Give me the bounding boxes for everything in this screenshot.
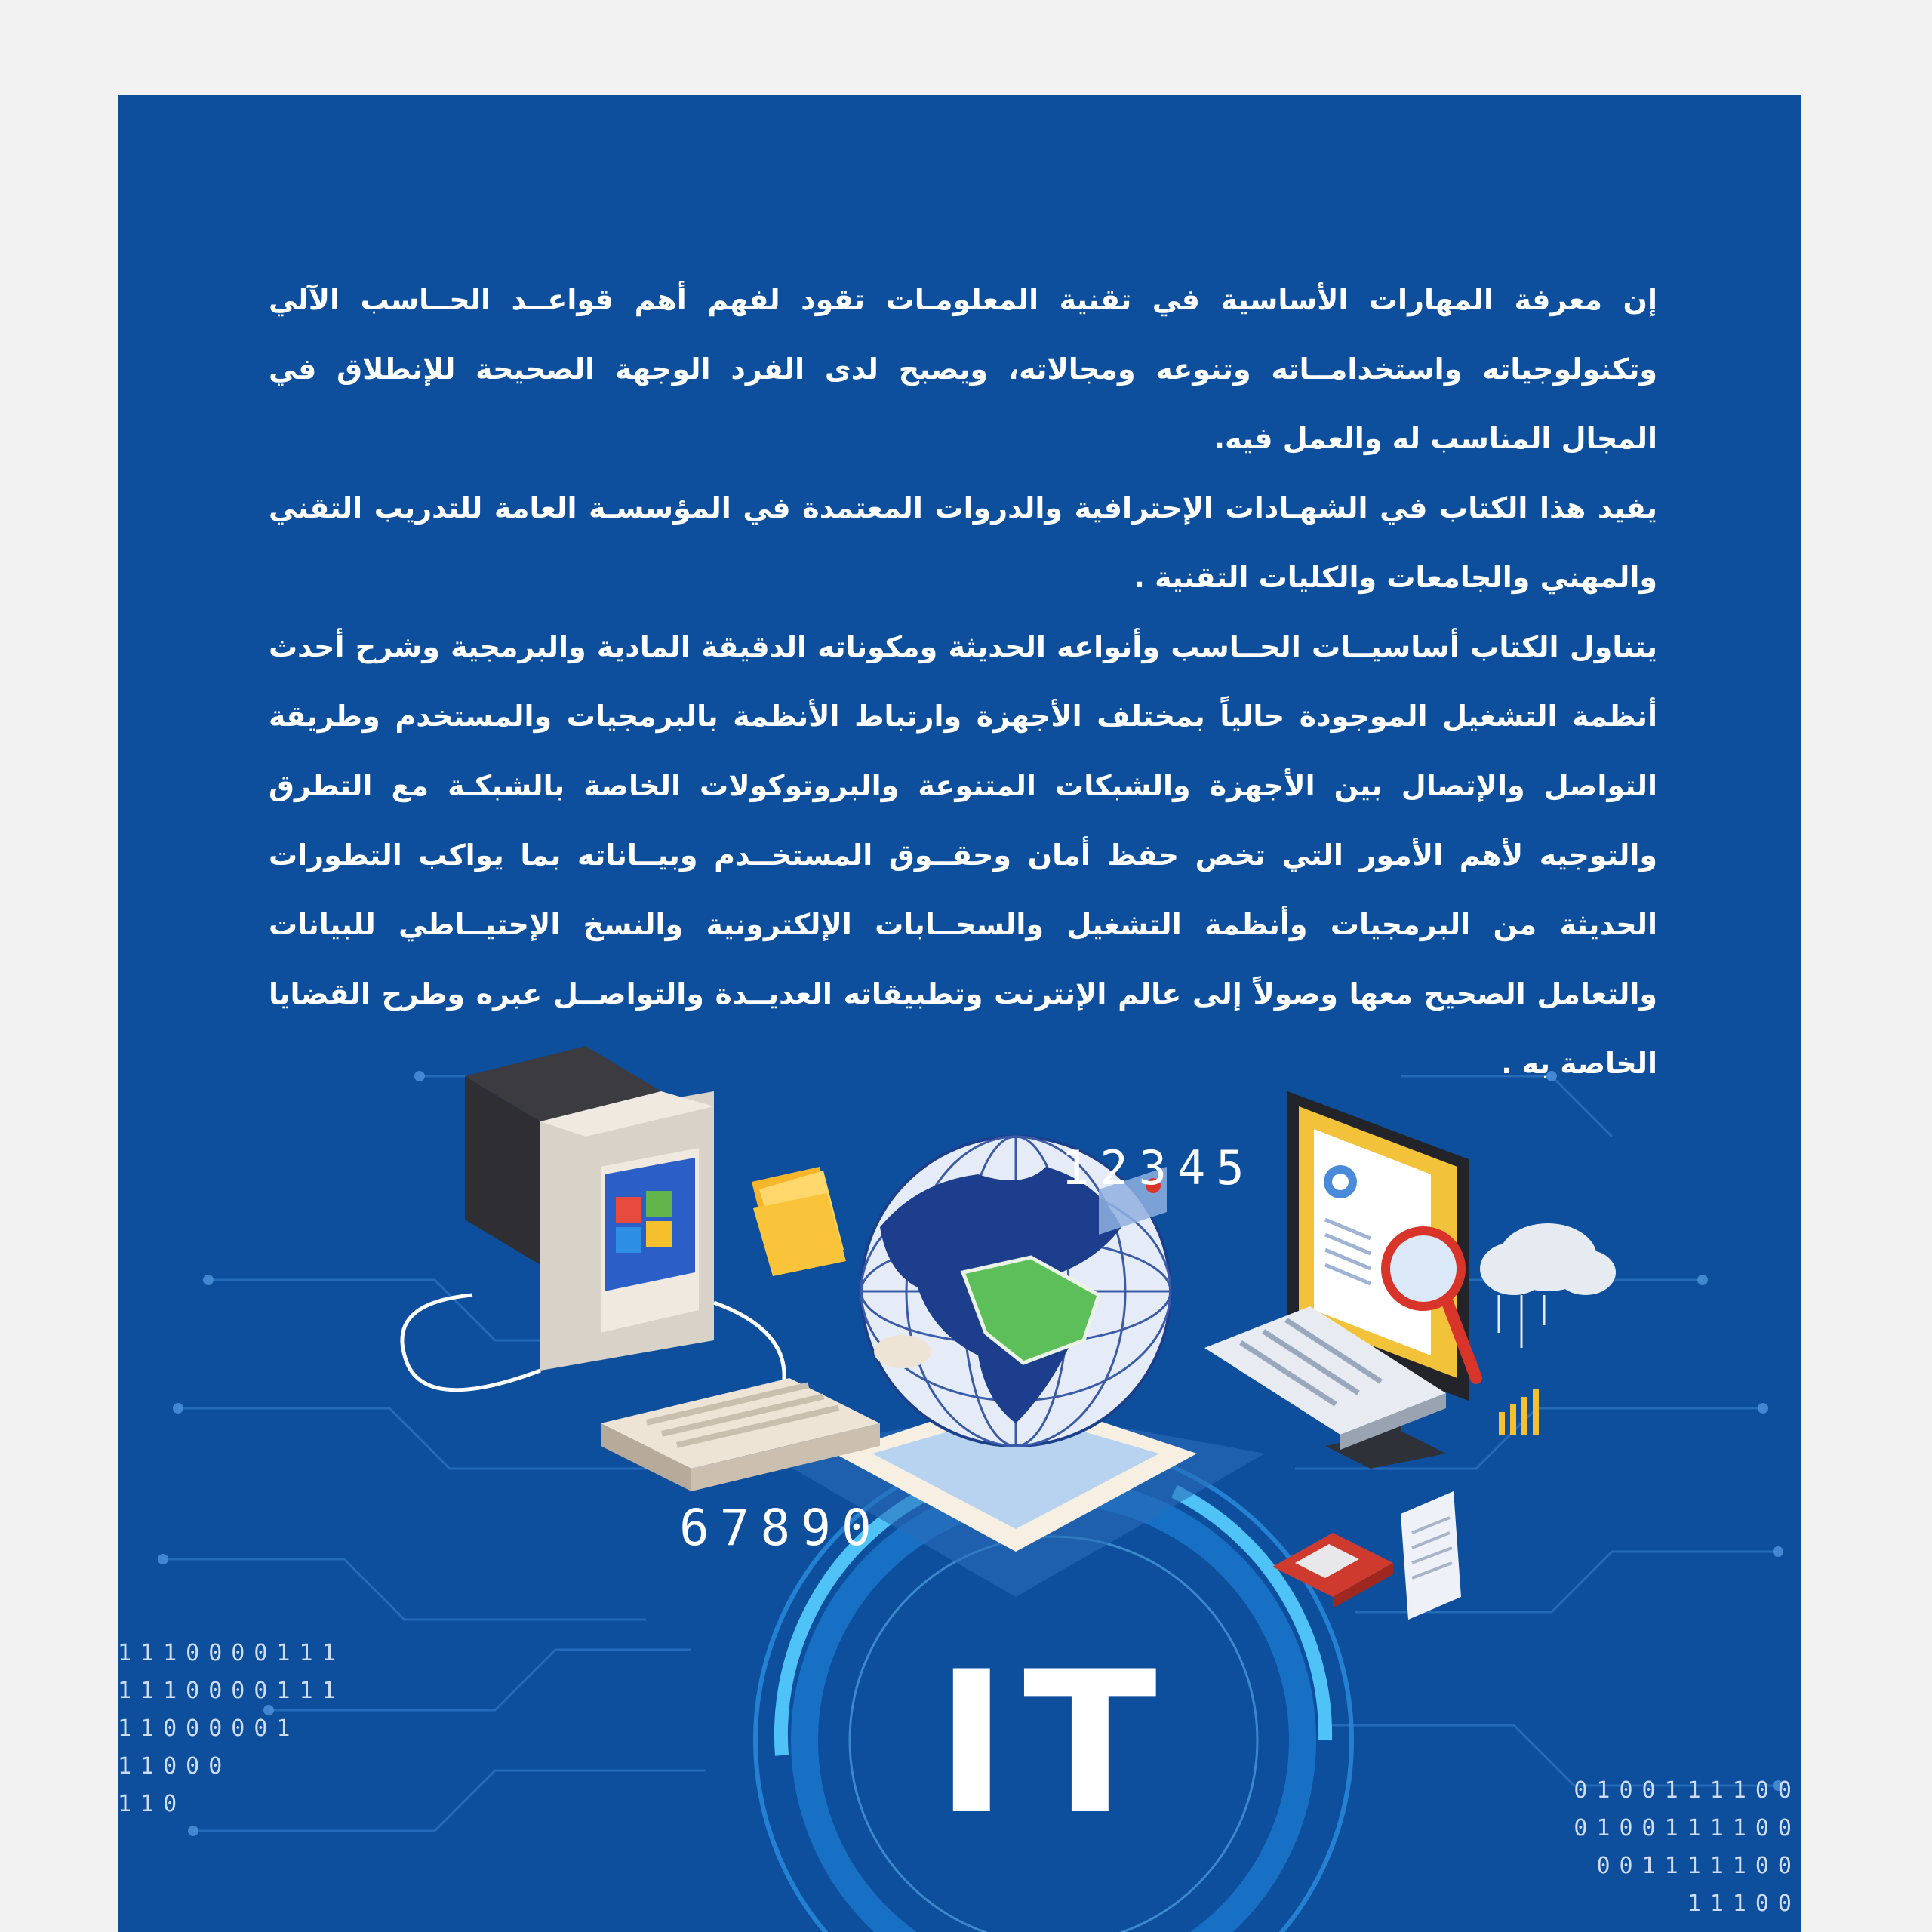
binary-right-line: 001111100 bbox=[1596, 1853, 1801, 1879]
binary-right-line: 0100111100 bbox=[1574, 1815, 1801, 1841]
document-icon bbox=[1401, 1491, 1461, 1620]
intro-paragraph-2: يفيد هذا الكتاب في الشهـادات الإحترافية والدروات المعتمدة في المؤسسـة العامة للتدريب التقني والمهني والجامعات والكليات التقنية . bbox=[269, 491, 1657, 594]
numbers-top: 12345 bbox=[1061, 1140, 1255, 1195]
folder-icon bbox=[752, 1167, 846, 1276]
binary-left-line: 11000001 bbox=[118, 1715, 300, 1742]
binary-left-line: 11000 bbox=[118, 1753, 232, 1780]
intro-paragraph-1: إن معرفة المهارات الأساسية في تقنية المعلومـات تقود لفهم أهم قواعــد الحــاسب الآلي وتكنولوجياته واستخدامــاته وتنوعه ومجالاته، ويصبح لدى الفرد الوجهة الصحيحة للإنطلاق في المجال المناسب له والعمل فيه. bbox=[269, 283, 1657, 455]
bar-chart-icon bbox=[1499, 1389, 1539, 1435]
binary-left-line: 1110000111 bbox=[118, 1678, 345, 1704]
cover-page bbox=[118, 95, 1801, 1932]
binary-left-line: 110 bbox=[118, 1791, 186, 1817]
numbers-bottom: 67890 bbox=[679, 1499, 882, 1557]
retro-computer-icon bbox=[402, 1046, 784, 1393]
intro-paragraph-3: يتناول الكتاب أساسيــات الحــاسب وأنواعه الحديثة ومكوناته الدقيقة المادية والبرمجية وشرح أحدث أنظمة التشغيل الموجودة حالياً بمختلف الأجهزة وارتباط الأنظمة بالبرمجيات والمستخدم وطريقة التواصل والإتصال بين الأجهزة والشبكات المتنوعة والبروتوكولات الخاصة بالشبكـة مع التطرق والتوجيه لأهم الأمور التي تخص حفظ أمان وحقــوق المستخــدم وبيــاناته بما يواكب التطورات الحديثة من البرمجيات وأنظمة التشغيل والسحــابات الإلكترونية والنسخ الإحتيــاطي للبيانات والتعامل الصحيح معها وصولاً إلى عالم الإنترنت وتطبيقاته العديــدة والتواصــل عبره وطرح القضايا الخاصة به . bbox=[269, 630, 1657, 1080]
binary-right-line: 11100 bbox=[1687, 1890, 1801, 1917]
cloud-icon bbox=[1480, 1223, 1616, 1348]
it-logo: IT bbox=[934, 1630, 1173, 1858]
binary-left bbox=[118, 1635, 345, 1823]
binary-right bbox=[1574, 1772, 1801, 1923]
floppy-disk-icon bbox=[1272, 1533, 1393, 1608]
binary-right-line: 0100111100 bbox=[1574, 1777, 1801, 1804]
binary-left-line: 1110000111 bbox=[118, 1640, 345, 1666]
